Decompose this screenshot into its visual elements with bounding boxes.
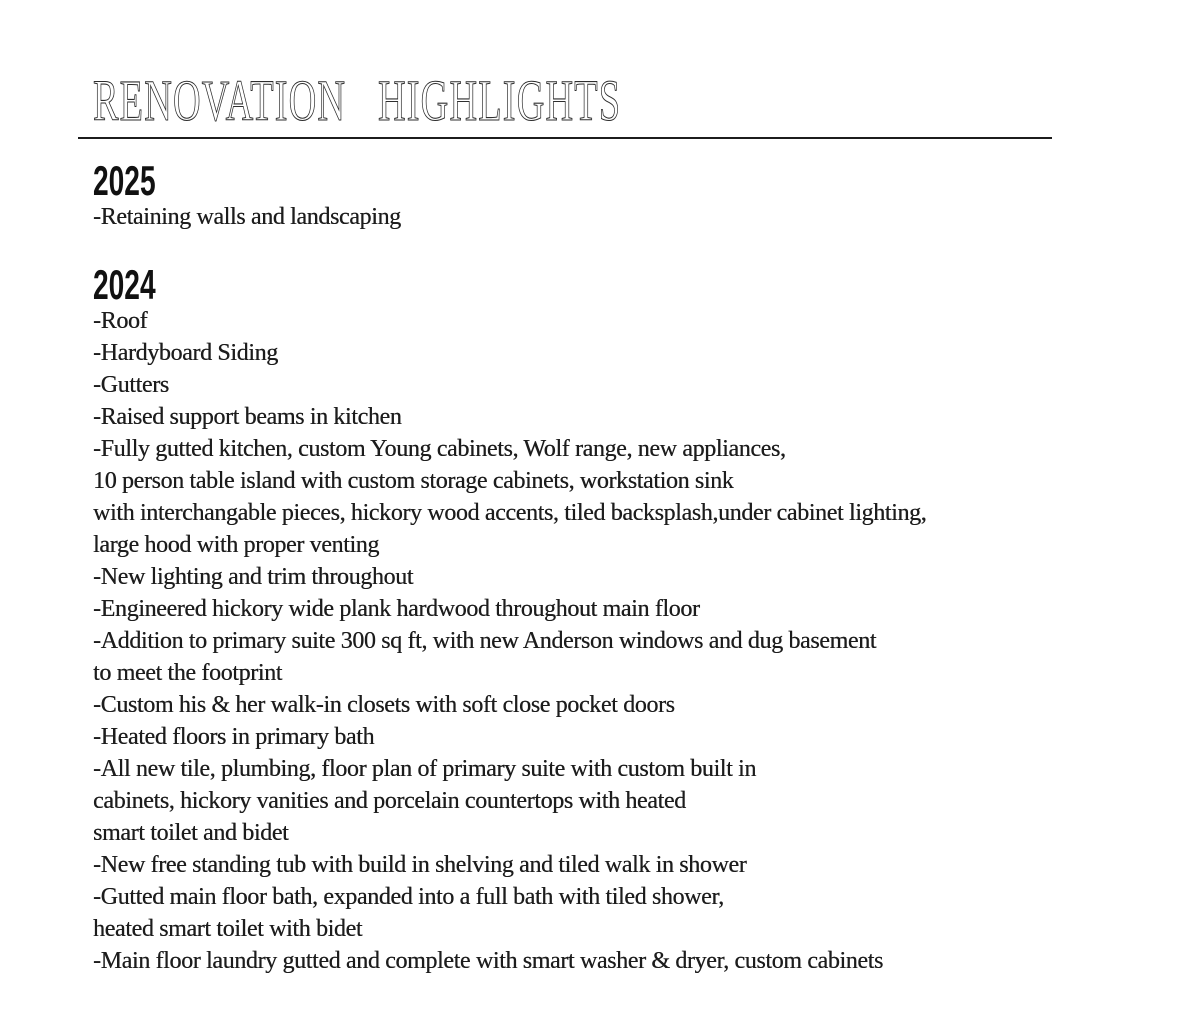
renovation-line: with interchangable pieces, hickory wood accents, tiled backsplash,under cabinet lighting, [93,500,927,526]
page-title [93,68,1186,133]
year-section [93,261,1186,977]
renovation-line: smart toilet and bidet [93,820,289,846]
document-header [0,68,1186,139]
renovation-line: -Engineered hickory wide plank hardwood throughout main floor [93,596,700,622]
year-section [93,157,1186,233]
renovation-line: to meet the footprint [93,660,283,686]
renovation-line: -Fully gutted kitchen, custom Young cabinets, Wolf range, new appliances, [93,436,786,462]
renovation-line: -Gutted main floor bath, expanded into a full bath with tiled shower, [93,884,724,910]
renovation-line: -All new tile, plumbing, floor plan of primary suite with custom built in [93,756,756,782]
renovation-line: -Custom his & her walk-in closets with soft close pocket doors [93,692,675,718]
document-page [0,68,1186,1032]
renovation-line: -Heated floors in primary bath [93,724,375,750]
renovation-line: heated smart toilet with bidet [93,916,363,942]
title-underline [78,137,1052,139]
year-lines [93,201,1186,233]
renovation-list [93,157,1186,977]
page-title-text: RENOVATION HIGHLIGHTS [93,68,622,133]
year-heading-text: 2025 [93,157,156,204]
renovation-line: -New lighting and trim throughout [93,564,414,590]
renovation-line: -New free standing tub with build in shelving and tiled walk in shower [93,852,747,878]
renovation-line: -Addition to primary suite 300 sq ft, with new Anderson windows and dug basement [93,628,877,654]
renovation-line: -Hardyboard Siding [93,340,278,366]
renovation-line: large hood with proper venting [93,532,380,558]
year-heading-text: 2024 [93,261,156,308]
year-heading [93,157,1186,204]
renovation-line: -Main floor laundry gutted and complete with smart washer & dryer, custom cabinets [93,948,883,974]
renovation-line: -Gutters [93,372,169,398]
renovation-line: -Retaining walls and landscaping [93,204,401,230]
year-heading [93,261,1186,308]
renovation-line: -Roof [93,308,148,334]
year-lines [93,305,1186,977]
renovation-line: -Raised support beams in kitchen [93,404,402,430]
renovation-line: 10 person table island with custom storage cabinets, workstation sink [93,468,734,494]
renovation-line: cabinets, hickory vanities and porcelain countertops with heated [93,788,686,814]
